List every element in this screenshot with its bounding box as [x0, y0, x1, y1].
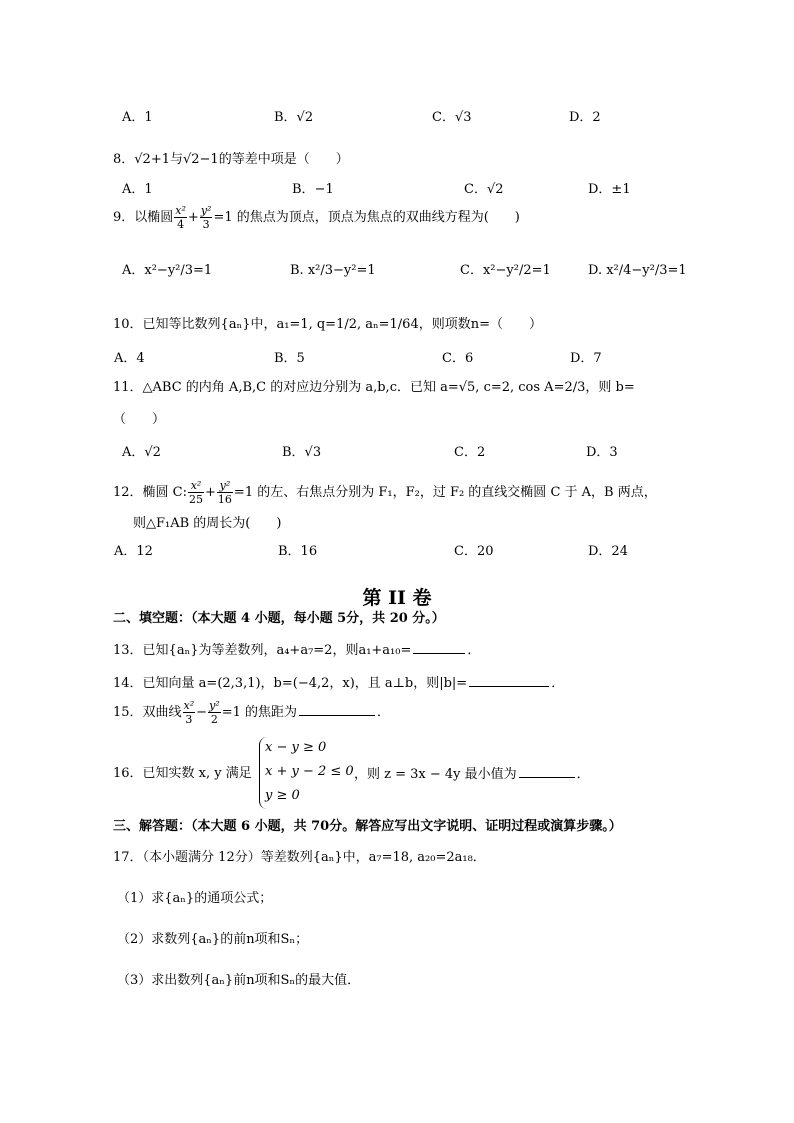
q13-stem: 13．已知{aₙ}为等差数列，a₄+a₇=2，则a₁+a₁₀=: [113, 643, 412, 658]
q11-option-c: C．2: [454, 445, 486, 460]
q12-fraction-y: $\frac{\text{y²}}{16}$: [217, 479, 232, 506]
q12-stem-line2: 则△F₁AB 的周长为( ): [133, 516, 282, 531]
q12-option-c: C．20: [454, 544, 494, 559]
q12-stem: 12．椭圆 C: $\frac{\text{x²}}{25}$ + $\frac{\text{y²}}{16}$ =1 的左、右焦点分别为 F₁，F₂，过 F₂ 的直线交椭圆 C 于 A，B 两点，: [113, 479, 657, 506]
q16-constraint-2: x + y − 2 ≤ 0: [265, 764, 354, 779]
q9-stem-suffix: =1 的焦点为顶点，顶点为焦点的双曲线方程为( ): [213, 210, 520, 225]
q12-option-d: D．24: [588, 544, 628, 559]
q10-stem: 10．已知等比数列{aₙ}中，a₁=1, q=1/2, aₙ=1/64，则项数n=（ ）: [113, 317, 542, 332]
q12-option-b: B．16: [278, 544, 318, 559]
q13: 13．已知{aₙ}为等差数列，a₄+a₇=2，则a₁+a₁₀= ．: [113, 640, 480, 661]
q7-option-d: D．2: [569, 110, 601, 125]
q7-options: [122, 108, 682, 128]
q17-part-1: （1）求{aₙ}的通项公式；: [117, 891, 273, 906]
q15-fraction-y: $\frac{\text{y²}}{2}$: [209, 699, 220, 726]
q10-option-a: A．4: [114, 351, 145, 366]
q10-option-d: D．7: [570, 351, 602, 366]
q11-paren: （ ）: [113, 412, 166, 427]
q11-option-b: B．√3: [282, 445, 322, 460]
q17-stem: 17．（本小题满分 12分）等差数列{aₙ}中，a₇=18, a₂₀=2a₁₈．: [113, 850, 486, 865]
q15-fraction-x: $\frac{\text{x²}}{3}$: [183, 699, 195, 726]
q14-stem: 14．已知向量 a=(2,3,1)，b=(−4,2，x)，且 a⊥b，则|b|=: [113, 676, 468, 691]
q11-option-d: D．3: [586, 445, 618, 460]
q15: 15．双曲线 $\frac{\text{x²}}{3}$ − $\frac{\text{y²}}{2}$ =1 的焦距为 ．: [113, 699, 391, 726]
q15-answer-blank[interactable]: [299, 702, 375, 716]
q10-option-c: C．6: [442, 351, 474, 366]
q16-stem-prefix: 16．已知实数 x, y 满足: [113, 766, 252, 781]
q9-stem: 9．以椭圆 $\frac{\text{x²}}{4}$ + $\frac{\text{y²}}{3}$ =1 的焦点为顶点，顶点为焦点的双曲线方程为( ): [113, 204, 520, 231]
q9-options: [122, 261, 687, 281]
q9-stem-prefix: 9．以椭圆: [113, 210, 174, 225]
q16-stem-suffix: ，则 z = 3x − 4y 最小值为: [354, 767, 517, 782]
q8-option-c: C．√2: [464, 182, 504, 197]
q10-option-b: B．5: [274, 351, 305, 366]
q8-options: [122, 180, 682, 200]
q12-fraction-x: $\frac{\text{x²}}{25}$: [189, 479, 204, 506]
q8-option-b: B．−1: [292, 182, 334, 197]
q10-options: [114, 349, 682, 369]
q9-option-c: C．x²−y²/2=1: [460, 263, 551, 278]
q7-option-a: A．1: [122, 110, 153, 125]
q14: 14．已知向量 a=(2,3,1)，b=(−4,2，x)，且 a⊥b，则|b|= ．: [113, 673, 564, 694]
q17-part-3: （3）求出数列{aₙ}前n项和Sₙ的最大值．: [117, 973, 361, 988]
q16-suffix: ，则 z = 3x − 4y 最小值为 ．: [354, 764, 590, 785]
solve-heading: 三、解答题：（本大题 6 小题，共 70分。解答应写出文字说明、证明过程或演算步骤。）: [113, 819, 622, 834]
q12-stem-prefix: 12．椭圆 C:: [113, 485, 188, 500]
fill-in-heading: 二、填空题：（本大题 4 小题，每小题 5分，共 20 分。）: [113, 611, 445, 626]
q12-stem-suffix: =1 的左、右焦点分别为 F₁，F₂，过 F₂ 的直线交椭圆 C 于 A，B 两点，: [233, 485, 657, 500]
q8-stem: 8．√2+1与√2−1的等差中项是（ ）: [113, 152, 349, 167]
q8-option-a: A．1: [122, 182, 153, 197]
q14-answer-blank[interactable]: [469, 673, 549, 687]
q16-constraint-3: y ≥ 0: [265, 788, 300, 803]
q13-answer-blank[interactable]: [413, 640, 465, 654]
q9-option-a: A．x²−y²/3=1: [122, 263, 213, 278]
q15-stem-suffix: =1 的焦距为: [221, 705, 297, 720]
q11-option-a: A．√2: [122, 445, 161, 460]
q9-fraction-y: $\frac{\text{y²}}{3}$: [200, 204, 212, 231]
q8-option-d: D．±1: [588, 182, 631, 197]
q7-option-b: B．√2: [274, 110, 314, 125]
q16-constraint-1: x − y ≥ 0: [265, 740, 327, 755]
q11-stem: 11．△ABC 的内角 A,B,C 的对应边分别为 a,b,c．已知 a=√5, c=2, cos A=2/3，则 b=: [113, 380, 635, 395]
q9-fraction-x: $\frac{\text{x²}}{4}$: [175, 204, 186, 231]
q12-options: [114, 542, 682, 562]
q11-options: [122, 443, 682, 463]
part2-title: 第 II 卷: [362, 587, 432, 609]
q9-option-b: B. x²/3−y²=1: [290, 263, 376, 278]
q16-answer-blank[interactable]: [519, 764, 575, 778]
q7-option-c: C．√3: [432, 110, 472, 125]
q12-option-a: A．12: [114, 544, 153, 559]
q15-stem-prefix: 15．双曲线: [113, 705, 182, 720]
q17-part-2: （2）求数列{aₙ}的前n项和Sₙ；: [117, 932, 309, 947]
q9-option-d: D. x²/4−y²/3=1: [588, 263, 687, 278]
